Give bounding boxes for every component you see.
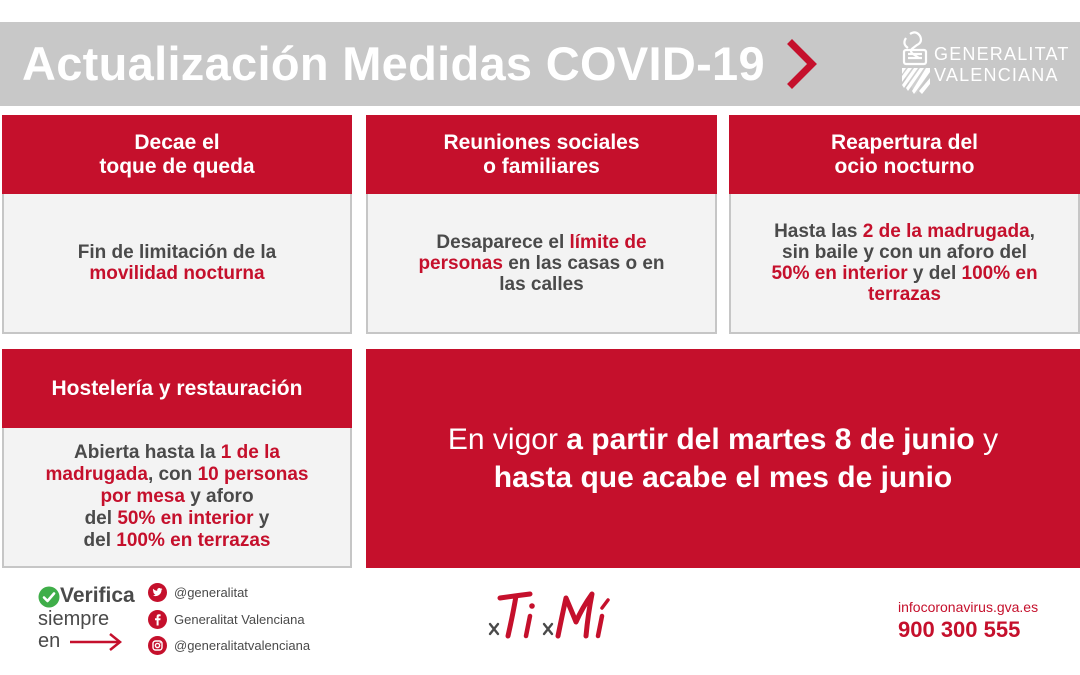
info-phone[interactable]: 900 300 555	[898, 617, 1021, 642]
twitter-icon	[148, 583, 167, 602]
check-circle-icon	[38, 586, 60, 608]
vigor-panel	[366, 349, 1080, 568]
generalitat-logo-text: GENERALITAT VALENCIANA	[934, 44, 1070, 85]
card-toque-de-queda	[2, 115, 352, 334]
verifica-title: Verifica	[60, 584, 135, 607]
header-bar	[0, 22, 1080, 106]
vigor-line-1: En vigor a partir del martes 8 de junio y	[447, 422, 999, 456]
card-body: Fin de limitación de la movilidad nocturna	[77, 242, 277, 284]
generalitat-logo-icon	[896, 28, 936, 100]
card-body: Abierta hasta la 1 de la madrugada, con 10 personas por mesa y aforo del 50% en interior y del 100% en terrazas	[45, 442, 309, 551]
instagram-icon	[148, 636, 167, 655]
page-title: Actualización Medidas COVID-19	[22, 37, 765, 90]
card-reuniones-sociales	[366, 115, 717, 334]
vigor-line-2: hasta que acabe el mes de junio	[493, 460, 953, 494]
verifica-line-3: en	[38, 630, 61, 652]
card-ocio-nocturno	[729, 115, 1080, 334]
facebook-icon	[148, 610, 167, 629]
card-title: Hostelería y restauración	[2, 349, 352, 428]
verifica-line-2: siempre	[38, 608, 110, 630]
social-label: Generalitat Valenciana	[174, 612, 305, 627]
card-hosteleria	[2, 349, 352, 568]
card-body: Hasta las 2 de la madrugada, sin baile y con un aforo del 50% en interior y del 100% en terrazas	[771, 221, 1038, 305]
social-label: @generalitat	[174, 585, 248, 600]
card-title: Reapertura del ocio nocturno	[729, 115, 1080, 194]
xtixmi-logo	[486, 588, 636, 644]
card-title: Decae el toque de queda	[2, 115, 352, 194]
info-url-link[interactable]: infocoronavirus.gva.es	[898, 599, 1039, 615]
chevron-right-icon	[784, 38, 820, 90]
arrow-right-icon	[68, 632, 124, 652]
card-title: Reuniones sociales o familiares	[366, 115, 717, 194]
card-body: Desaparece el límite de personas en las casas o en las calles	[418, 231, 665, 295]
social-label: @generalitatvalenciana	[174, 638, 311, 653]
